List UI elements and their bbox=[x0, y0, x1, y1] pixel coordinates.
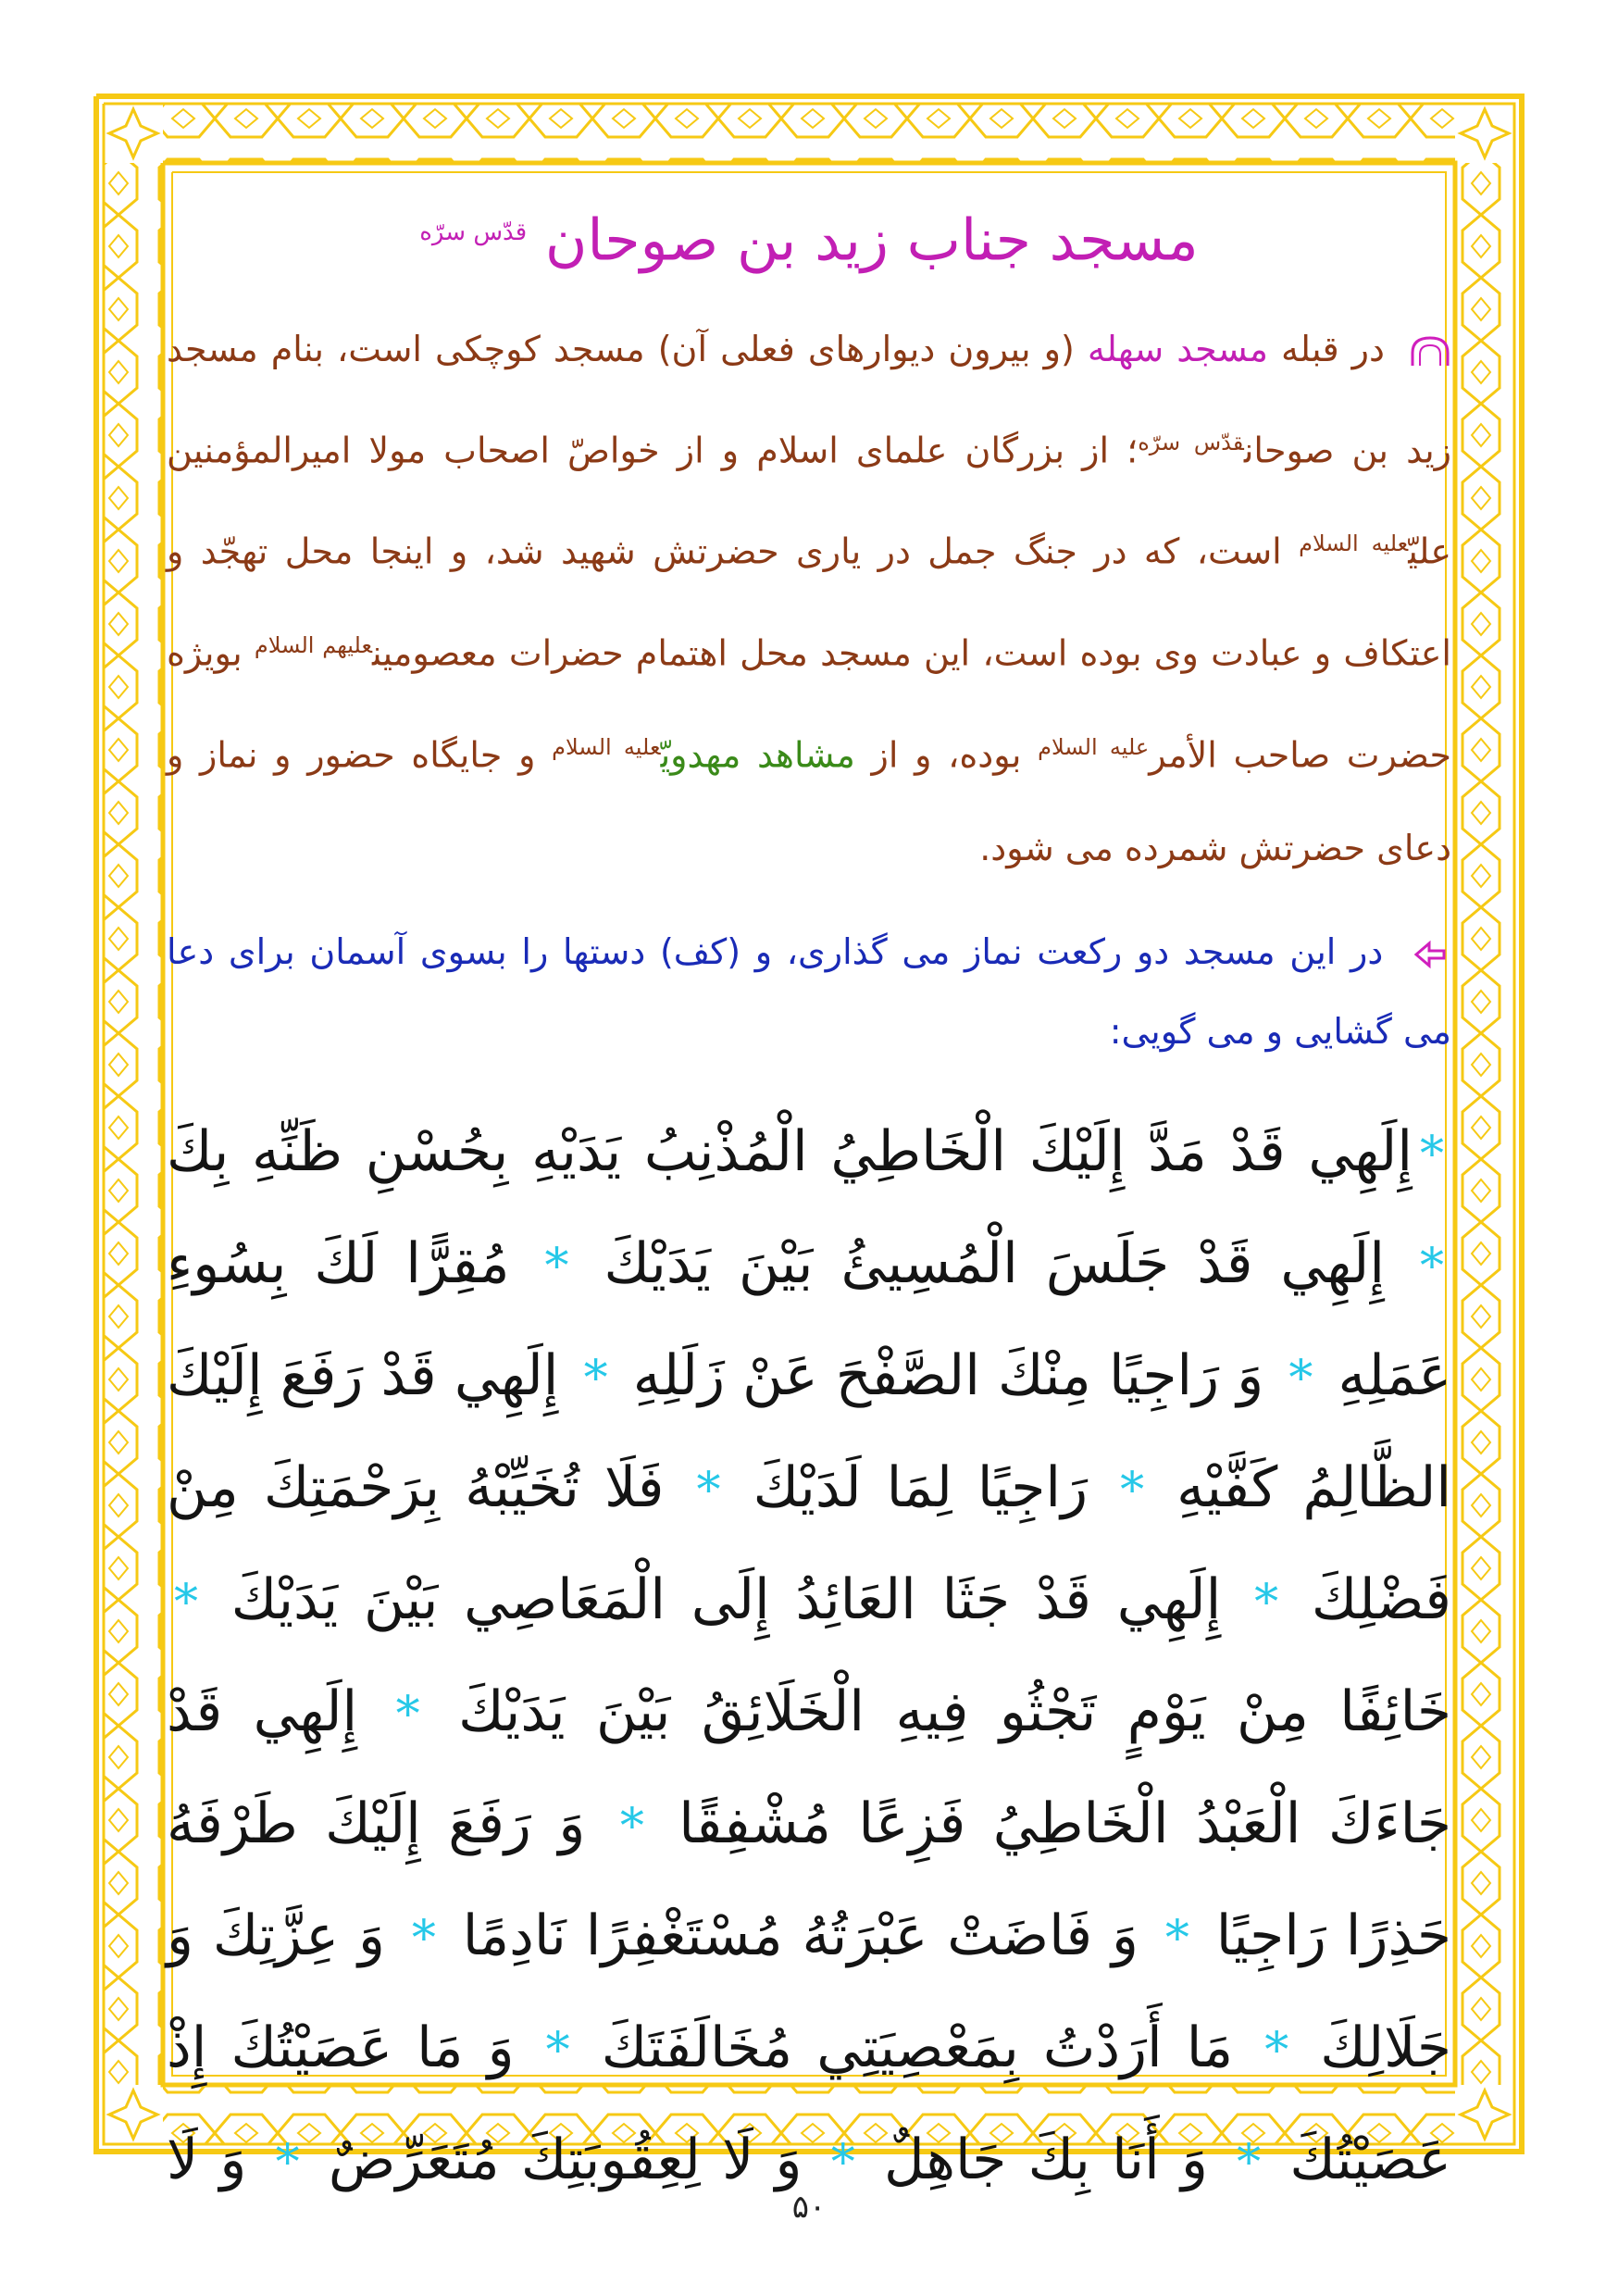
dua-segment: وَ رَاجِيًا مِنْكَ الصَّفْحَ عَنْ زَلَلِهِ bbox=[632, 1343, 1264, 1409]
dua-segment: وَ لَا لِعِقُوبَتِكَ مُتَعَرِّضٌ bbox=[328, 2128, 803, 2193]
honorific-3: عليهم السلام bbox=[254, 631, 373, 658]
star-separator: * bbox=[411, 1911, 436, 1967]
star-separator: * bbox=[275, 2135, 300, 2191]
star-separator: * bbox=[545, 2023, 570, 2079]
honorific-1: قدّس سرّه bbox=[1138, 429, 1244, 455]
star-separator: * bbox=[1264, 2023, 1289, 2079]
intro-paragraph bbox=[167, 303, 1451, 896]
dua-segment: إِلَهِي قَدْ مَدَّ إِلَيْكَ الْخَاطِيُ الْمُذْنِبُ يَدَيْهِ بِحُسْنِ ظَنِّهِ بِكَ bbox=[167, 1119, 1413, 1185]
star-separator: * bbox=[1420, 1127, 1444, 1183]
page-title bbox=[167, 191, 1451, 282]
dua-segment: وَ لَا bbox=[167, 2128, 247, 2193]
dua-text bbox=[167, 1097, 1451, 2217]
dua-segment: رَاجِيًا لِمَا لَدَيْكَ bbox=[753, 1455, 1089, 1521]
page-number: ۵۰ bbox=[791, 2189, 827, 2226]
star-separator: * bbox=[544, 1239, 569, 1295]
intro-place-name: مسجد سهله bbox=[1087, 328, 1268, 369]
dua-segment: وَ أَنَا بِكَ جَاهِلٌ bbox=[883, 2128, 1208, 2193]
dua-segment: خَائِفًا مِنْ يَوْمٍ تَجْثُو فِيهِ الْخَلَائِقُ بَيْنَ يَدَيْكَ bbox=[458, 1679, 1451, 1745]
instruction-paragraph bbox=[167, 912, 1451, 1071]
intro-text-4: است، که در جنگ جمل در یاری حضرتش شهید شد، و اینجا محل تهجّد و اعتکاف و عبادت وی بوده است، این مسجد محل اهتمام حضرات معصومین bbox=[167, 530, 1451, 674]
star-separator: * bbox=[1120, 1463, 1145, 1519]
arch-bullet-icon bbox=[1409, 334, 1451, 368]
star-separator: * bbox=[1288, 1351, 1313, 1407]
dua-segment: إِلَهِي قَدْ جَثَا العَائِدُ إِلَى الْمَعَاصِي بَيْنَ يَدَيْكَ bbox=[230, 1567, 1222, 1633]
intro-text-3: ؛ از بزرگان علمای اسلام و از خواصّ اصحاب مولا امیرالمؤمنین عليّ bbox=[167, 430, 1451, 572]
dua-segment: وَ عِزَّتِكَ وَ جَلَالِكَ bbox=[167, 1903, 1452, 2081]
flower-bullet-icon bbox=[1409, 938, 1451, 971]
dua-segment: وَ فَاضَتْ عَبْرَتُهُ مُسْتَغْفِرًا نَادِمًا bbox=[462, 1903, 1139, 1969]
instruction-text: در این مسجد دو رکعت نماز می گذاری، و (کف) دستها را بسوی آسمان برای دعا می گشایی و می گویی: bbox=[167, 931, 1451, 1053]
star-separator: * bbox=[696, 1463, 721, 1519]
star-separator: * bbox=[1419, 1239, 1444, 1295]
dua-segment: فَلَا تُخَيِّبْهُ بِرَحْمَتِكَ مِنْ فَضْلِكَ bbox=[167, 1455, 1451, 1633]
honorific-5: عليه السلام bbox=[552, 733, 661, 760]
dua-segment: مُقِرًّا لَكَ بِسُوءِ عَمَلِهِ bbox=[167, 1231, 1452, 1409]
dua-segment: وَ مَا عَصَيْتُكَ إِذْ عَصَيْتُكَ bbox=[167, 2015, 1451, 2193]
dua-segment: إِلَهِي قَدْ جَلَسَ الْمُسِيئُ بَيْنَ يَدَيْكَ bbox=[604, 1231, 1385, 1297]
dua-segment: إِلَهِي قَدْ جَاءَكَ الْعَبْدُ الْخَاطِيُ فَزِعًا مُشْفِقًا bbox=[167, 1679, 1451, 1857]
honorific-2: عليه السلام bbox=[1299, 530, 1409, 557]
dua-segment: وَ رَفَعَ إِلَيْكَ طَرْفَهُ حَذِرًا رَاجِيًا bbox=[167, 1791, 1452, 1969]
intro-text-1: در قبله bbox=[1267, 328, 1385, 369]
star-separator: * bbox=[174, 1575, 198, 1631]
intro-text-7: و جایگاه حضور و نماز و دعای حضرتش شمرده می شود. bbox=[167, 734, 1451, 869]
star-separator: * bbox=[830, 2135, 855, 2191]
star-separator: * bbox=[619, 1799, 644, 1855]
intro-green-text: مشاهد مهدويّ bbox=[660, 734, 855, 776]
dua-segment: إِلَهِي قَدْ رَفَعَ إِلَيْكَ الظَّالِمُ كَفَّيْهِ bbox=[167, 1343, 1452, 1521]
star-separator: * bbox=[1254, 1575, 1279, 1631]
page-content bbox=[167, 176, 1452, 2193]
star-separator: * bbox=[1164, 1911, 1189, 1967]
intro-text-5: بویژه حضرت صاحب الأمر bbox=[167, 632, 1451, 776]
title-honorific: قدّس سرّه bbox=[419, 218, 528, 246]
intro-text-2: (و بیرون دیوارهای فعلی آن) مسجد کوچکی است، بنام مسجد زید بن صوحان bbox=[167, 328, 1451, 471]
dua-segment: مَا أَرَدْتُ بِمَعْصِيَتِي مُخَالَفَتَكَ bbox=[601, 2015, 1234, 2081]
honorific-4: عليه السلام bbox=[1038, 733, 1150, 760]
title-text: مسجد جناب زید بن صوحان bbox=[544, 206, 1199, 274]
star-separator: * bbox=[1237, 2135, 1262, 2191]
star-separator: * bbox=[395, 1687, 420, 1743]
intro-text-6: بوده، و از bbox=[854, 734, 1039, 776]
star-separator: * bbox=[583, 1351, 608, 1407]
